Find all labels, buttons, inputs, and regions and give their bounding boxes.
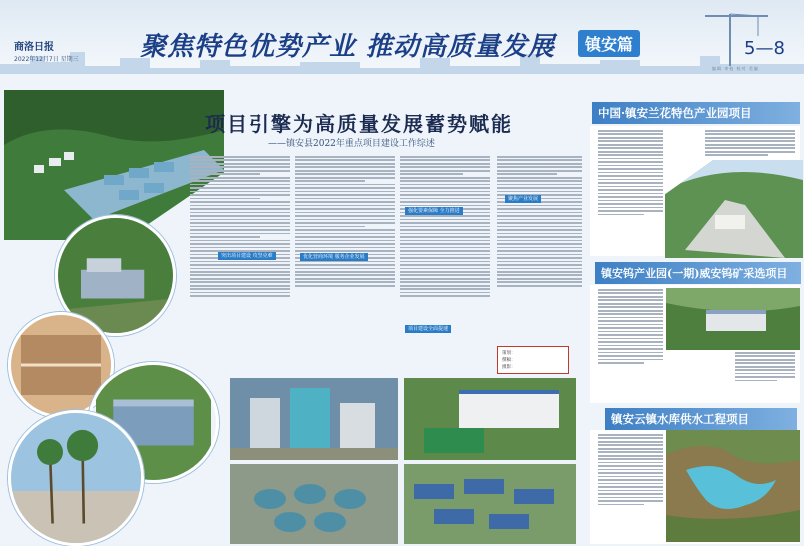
editor-credits: 编辑 审校 校对 美编 <box>712 66 759 71</box>
header-banner <box>0 0 804 74</box>
photo-school-campus <box>404 378 576 460</box>
photo-construction-site <box>230 378 398 460</box>
article-text-column-4 <box>497 156 582 346</box>
credits-line-1: 策划： <box>502 351 516 356</box>
article-text-column-1 <box>190 156 290 366</box>
page-range: 5—8 <box>744 38 785 59</box>
credits-line-3: 摄影： <box>502 365 516 370</box>
credits-text <box>502 350 516 371</box>
section-head-5: 项目建设全面提速 <box>405 325 451 333</box>
issue-date: 2022年12月7日 星期三 <box>14 56 79 63</box>
sidebar-heading-reservoir: 镇安云镇水库供水工程项目 <box>605 408 797 430</box>
section-head-2: 优化营商环境 服务企业发展 <box>300 253 368 261</box>
photo-tungsten-mine <box>666 288 800 350</box>
article-title: 项目引擎为高质量发展蓄势赋能 <box>205 112 513 136</box>
photo-reservoir <box>666 430 800 542</box>
article-text-column-3 <box>400 156 490 371</box>
sidebar-text-tungsten-1 <box>598 289 663 399</box>
sidebar-heading-orchid-park: 中国·镇安兰花特色产业园项目 <box>592 102 800 124</box>
section-head-1: 突出项目建设 攻坚克难 <box>218 252 276 260</box>
photo-water-treatment <box>230 464 398 544</box>
newspaper-masthead: 商洛日报 <box>14 42 54 53</box>
article-subtitle: ——镇安县2022年重点项目建设工作综述 <box>268 139 435 149</box>
article-text-column-2 <box>295 156 395 366</box>
sidebar-text-orchid-park <box>598 130 663 250</box>
sidebar-heading-tungsten: 镇安钨产业园(一期)威安钨矿采选项目 <box>595 262 801 284</box>
photo-solar-greenhouse <box>404 464 576 544</box>
sidebar-text-reservoir <box>598 434 663 540</box>
section-head-3: 强化要素保障 全力推进 <box>405 207 463 215</box>
section-badge: 镇安篇 <box>578 30 640 57</box>
sidebar-text-tungsten-2 <box>735 345 795 400</box>
credits-line-2: 撰稿： <box>502 358 516 363</box>
section-head-4: 聚焦产业发展 <box>505 195 541 203</box>
banner-title: 聚焦特色优势产业 推动高质量发展 <box>140 32 556 62</box>
circle-photo-palms <box>8 410 144 546</box>
